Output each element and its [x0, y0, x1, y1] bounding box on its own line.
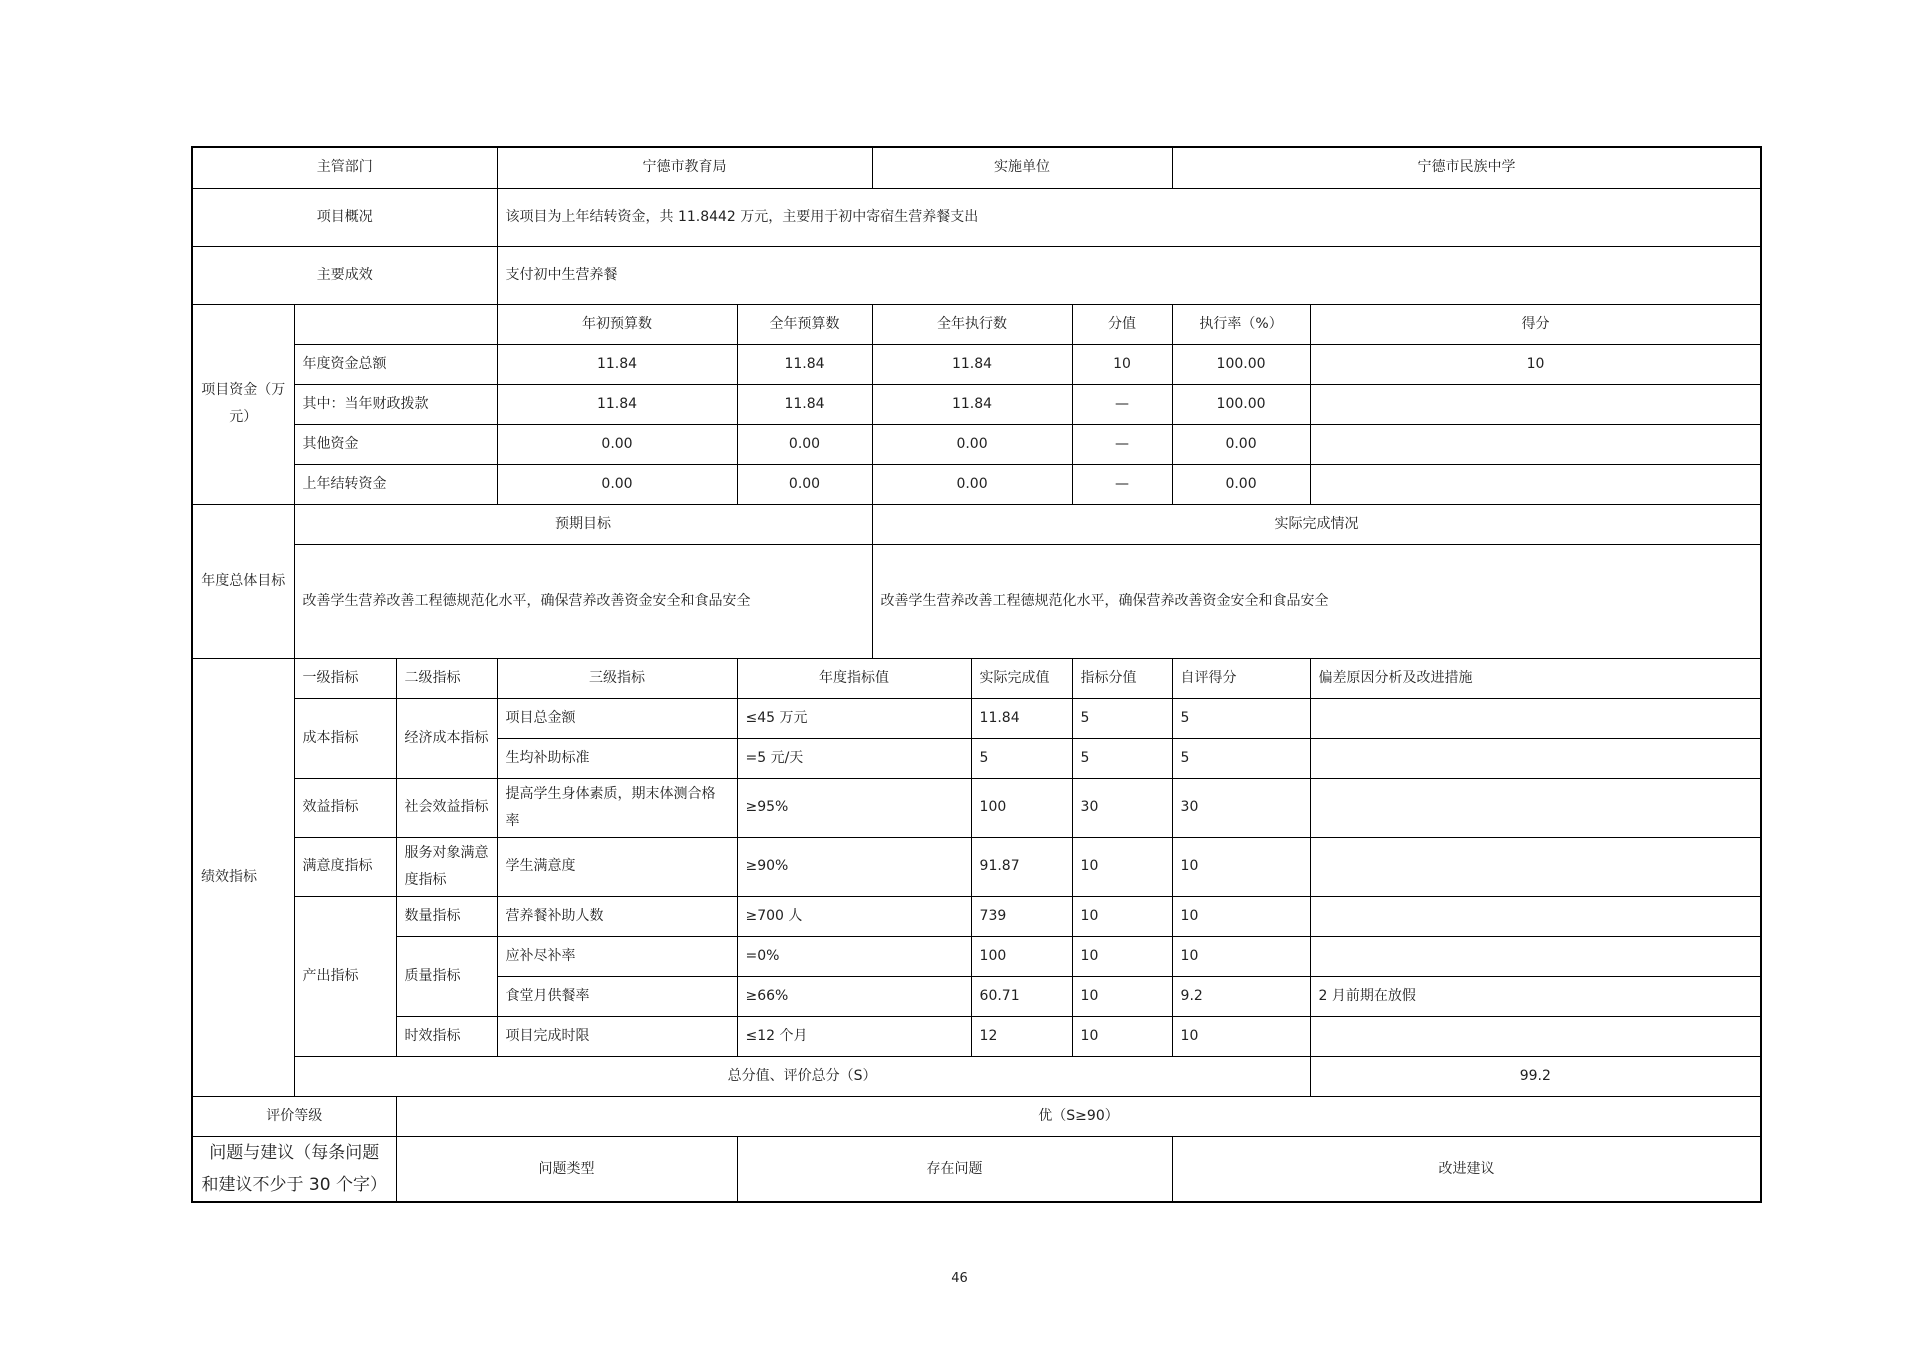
actual-value: 60.71: [971, 976, 1072, 1016]
grade-label: 评价等级: [192, 1096, 396, 1136]
level1-benefit: 效益指标: [294, 778, 396, 837]
issues-col-problem: 存在问题: [737, 1136, 1172, 1202]
evaluation-sheet: [191, 146, 1760, 1202]
level2-output-time: 时效指标: [396, 1016, 497, 1056]
indicator-col: 三级指标: [497, 658, 737, 698]
funds-cell: 11.84: [737, 384, 872, 424]
goal-text-row: [192, 544, 1761, 658]
deviation-note: [1310, 778, 1761, 837]
actual-value: 5: [971, 738, 1072, 778]
funds-col-0: 年初预算数: [497, 304, 737, 344]
indicator-row: [192, 778, 1761, 837]
funds-row-name: 其他资金: [294, 424, 497, 464]
score-value: 10: [1072, 837, 1172, 896]
indicator-col: 指标分值: [1072, 658, 1172, 698]
deviation-note: [1310, 698, 1761, 738]
indicator-col: 自评得分: [1172, 658, 1310, 698]
funds-cell: —: [1072, 384, 1172, 424]
indicator-header-row: [192, 658, 1761, 698]
funds-cell: [1310, 464, 1761, 504]
self-score: 10: [1172, 837, 1310, 896]
indicator-row: [192, 1016, 1761, 1056]
self-score: 5: [1172, 738, 1310, 778]
funds-row: [192, 464, 1761, 504]
funds-cell: [1310, 384, 1761, 424]
level2-output-quantity: 数量指标: [396, 896, 497, 936]
funds-cell: [1310, 424, 1761, 464]
issues-col-type: 问题类型: [396, 1136, 737, 1202]
funds-row: [192, 344, 1761, 384]
indicator-row: [192, 837, 1761, 896]
funds-cell: 0.00: [497, 424, 737, 464]
overview-row: [192, 188, 1761, 246]
funds-cell: 10: [1310, 344, 1761, 384]
deviation-note: [1310, 837, 1761, 896]
funds-row: [192, 424, 1761, 464]
level3-name: 生均补助标准: [497, 738, 737, 778]
funds-cell: 11.84: [872, 344, 1072, 384]
actual-value: 11.84: [971, 698, 1072, 738]
indicator-row: [192, 698, 1761, 738]
unit-label: 实施单位: [872, 147, 1172, 188]
level3-name: 应补尽补率: [497, 936, 737, 976]
deviation-note: [1310, 738, 1761, 778]
indicators-label: 绩效指标: [192, 658, 294, 1096]
overview-label: 项目概况: [192, 188, 497, 246]
target-value: =5 元/天: [737, 738, 971, 778]
funds-cell: —: [1072, 424, 1172, 464]
indicator-col: 一级指标: [294, 658, 396, 698]
level2-cost-econ: 经济成本指标: [396, 698, 497, 778]
grade-row: [192, 1096, 1761, 1136]
funds-cell: 0.00: [872, 424, 1072, 464]
funds-cell: 11.84: [497, 384, 737, 424]
target-value: ≥90%: [737, 837, 971, 896]
dept-label: 主管部门: [192, 147, 497, 188]
funds-col-4: 执行率（%）: [1172, 304, 1310, 344]
funds-cell: —: [1072, 464, 1172, 504]
goal-actual-text: 改善学生营养改善工程德规范化水平，确保营养改善资金安全和食品安全: [872, 544, 1761, 658]
funds-cell: 100.00: [1172, 384, 1310, 424]
grade-value: 优（S≥90）: [396, 1096, 1761, 1136]
funds-cell: 0.00: [1172, 464, 1310, 504]
goal-expected-header: 预期目标: [294, 504, 872, 544]
score-value: 5: [1072, 698, 1172, 738]
target-value: ≥700 人: [737, 896, 971, 936]
results-text: 支付初中生营养餐: [497, 246, 1761, 304]
header-row: [192, 147, 1761, 188]
actual-value: 100: [971, 778, 1072, 837]
funds-row-name: 其中：当年财政拨款: [294, 384, 497, 424]
funds-col-2: 全年执行数: [872, 304, 1072, 344]
funds-cell: 11.84: [497, 344, 737, 384]
score-value: 10: [1072, 936, 1172, 976]
score-value: 30: [1072, 778, 1172, 837]
indicator-col: 二级指标: [396, 658, 497, 698]
funds-cell: 11.84: [872, 384, 1072, 424]
indicator-row: [192, 896, 1761, 936]
funds-col-1: 全年预算数: [737, 304, 872, 344]
funds-cell: 11.84: [737, 344, 872, 384]
goal-actual-header: 实际完成情况: [872, 504, 1761, 544]
level3-name: 营养餐补助人数: [497, 896, 737, 936]
funds-col-3: 分值: [1072, 304, 1172, 344]
results-row: [192, 246, 1761, 304]
level2-satisfaction-service: 服务对象满意度指标: [396, 837, 497, 896]
results-label: 主要成效: [192, 246, 497, 304]
level2-benefit-social: 社会效益指标: [396, 778, 497, 837]
deviation-note: 2 月前期在放假: [1310, 976, 1761, 1016]
funds-corner: [294, 304, 497, 344]
level3-name: 提高学生身体素质，期末体测合格率: [497, 778, 737, 837]
funds-cell: 100.00: [1172, 344, 1310, 384]
level2-output-quality: 质量指标: [396, 936, 497, 1016]
self-score: 30: [1172, 778, 1310, 837]
self-score: 5: [1172, 698, 1310, 738]
indicator-row: [192, 936, 1761, 976]
goal-header-row: [192, 504, 1761, 544]
goal-expected-text: 改善学生营养改善工程德规范化水平，确保营养改善资金安全和食品安全: [294, 544, 872, 658]
funds-row-name: 年度资金总额: [294, 344, 497, 384]
indicator-col: 实际完成值: [971, 658, 1072, 698]
self-score: 10: [1172, 896, 1310, 936]
self-score: 9.2: [1172, 976, 1310, 1016]
funds-cell: 10: [1072, 344, 1172, 384]
funds-cell: 0.00: [872, 464, 1072, 504]
actual-value: 91.87: [971, 837, 1072, 896]
indicator-col: 偏差原因分析及改进措施: [1310, 658, 1761, 698]
issues-row: [192, 1136, 1761, 1202]
level1-output: 产出指标: [294, 896, 396, 1056]
funds-row: [192, 384, 1761, 424]
target-value: ≤12 个月: [737, 1016, 971, 1056]
funds-cell: 0.00: [1172, 424, 1310, 464]
funds-cell: 0.00: [497, 464, 737, 504]
performance-evaluation-table: [191, 146, 1762, 1203]
deviation-note: [1310, 1016, 1761, 1056]
level3-name: 项目完成时限: [497, 1016, 737, 1056]
funds-label: 项目资金（万元）: [192, 304, 294, 504]
target-value: ≥95%: [737, 778, 971, 837]
self-score: 10: [1172, 936, 1310, 976]
funds-row-name: 上年结转资金: [294, 464, 497, 504]
target-value: =0%: [737, 936, 971, 976]
overview-text: 该项目为上年结转资金，共 11.8442 万元，主要用于初中寄宿生营养餐支出: [497, 188, 1761, 246]
issues-label: 问题与建议（每条问题和建议不少于 30 个字）: [192, 1136, 396, 1202]
total-value: 99.2: [1310, 1056, 1761, 1096]
issues-col-advice: 改进建议: [1172, 1136, 1761, 1202]
total-row: [192, 1056, 1761, 1096]
self-score: 10: [1172, 1016, 1310, 1056]
score-value: 10: [1072, 896, 1172, 936]
level3-name: 学生满意度: [497, 837, 737, 896]
score-value: 5: [1072, 738, 1172, 778]
deviation-note: [1310, 896, 1761, 936]
funds-header-row: [192, 304, 1761, 344]
level3-name: 食堂月供餐率: [497, 976, 737, 1016]
indicator-col: 年度指标值: [737, 658, 971, 698]
funds-cell: 0.00: [737, 464, 872, 504]
target-value: ≥66%: [737, 976, 971, 1016]
dept-value: 宁德市教育局: [497, 147, 872, 188]
page-number: 46: [951, 1271, 968, 1286]
actual-value: 739: [971, 896, 1072, 936]
level1-satisfaction: 满意度指标: [294, 837, 396, 896]
goal-label: 年度总体目标: [192, 504, 294, 658]
score-value: 10: [1072, 976, 1172, 1016]
funds-col-5: 得分: [1310, 304, 1761, 344]
score-value: 10: [1072, 1016, 1172, 1056]
level3-name: 项目总金额: [497, 698, 737, 738]
target-value: ≤45 万元: [737, 698, 971, 738]
total-label: 总分值、评价总分（S）: [294, 1056, 1310, 1096]
unit-value: 宁德市民族中学: [1172, 147, 1761, 188]
funds-cell: 0.00: [737, 424, 872, 464]
actual-value: 100: [971, 936, 1072, 976]
level1-cost: 成本指标: [294, 698, 396, 778]
actual-value: 12: [971, 1016, 1072, 1056]
deviation-note: [1310, 936, 1761, 976]
